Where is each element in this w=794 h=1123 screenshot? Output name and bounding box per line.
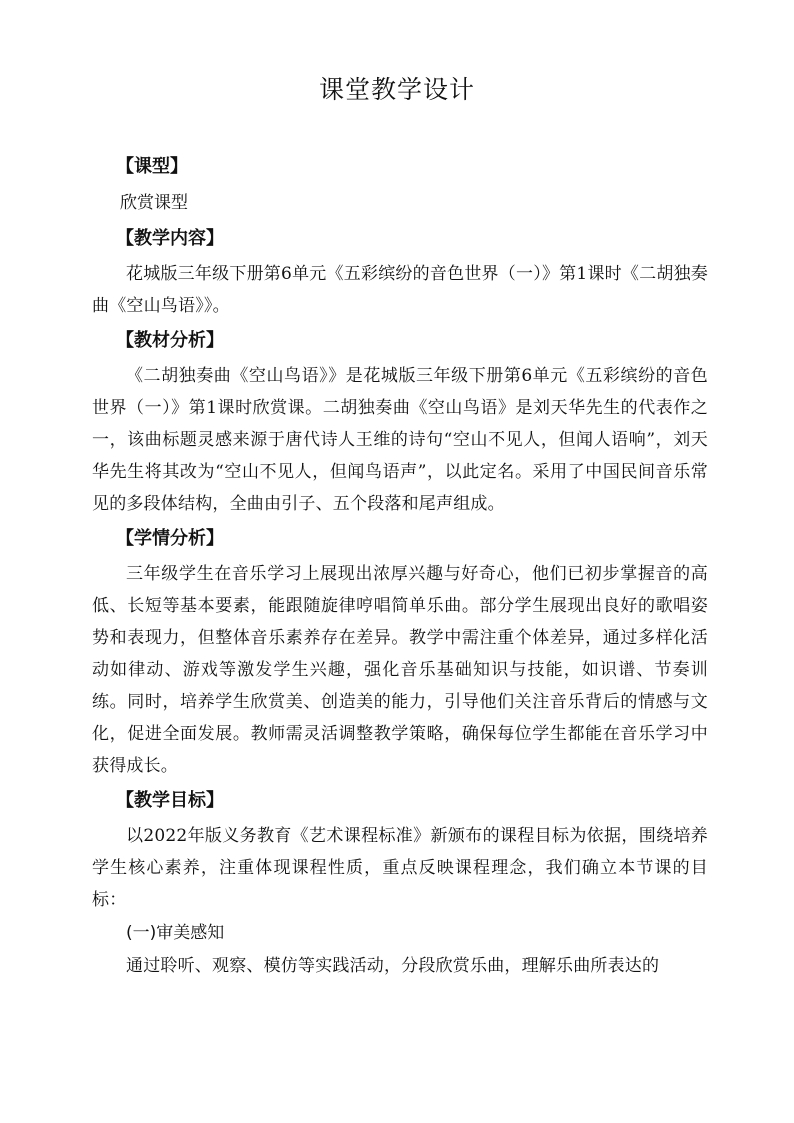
teaching-content-paragraph: 花城版三年级下册第6单元《五彩缤纷的音色世界（一）》第1课时《二胡独奏曲《空山鸟语》》。 [92, 264, 708, 316]
section-heading-course-type: 【课型】 [116, 156, 188, 177]
section-heading-material-analysis: 【教材分析】 [116, 330, 224, 351]
section-heading-teaching-goals: 【教学目标】 [116, 790, 224, 811]
subheading-aesthetic-perception: (一)审美感知 [126, 923, 225, 943]
student-analysis-paragraph: 三年级学生在音乐学习上展现出浓厚兴趣与好奇心，他们已初步掌握音的高低、长短等基本要素，能跟随旋律哼唱简单乐曲。部分学生展现出良好的歌唱姿势和表现力，但整体音乐素养存在差异。教学中需注重个体差异，通过多样化活动如律动、游戏等激发学生兴趣，强化音乐基础知识与技能，如识谱、节奏训练。同时，培养学生欣赏美、创造美的能力，引导他们关注音乐背后的情感与文化，促进全面发展。教师需灵活调整教学策略，确保每位学生都能在音乐学习中获得成长。 [92, 564, 708, 776]
document-body [92, 148, 708, 982]
teaching-goals-paragraph: 以2022年版义务教育《艺术课程标准》新颁布的课程目标为依据，围绕培养学生核心素养，注重体现课程性质，重点反映课程理念，我们确立本节课的目标： [92, 826, 708, 910]
document-title: 课堂教学设计 [318, 75, 475, 104]
aesthetic-perception-paragraph: 通过聆听、观察、模仿等实践活动，分段欣赏乐曲，理解乐曲所表达的 [126, 956, 660, 976]
material-analysis-paragraph: 《二胡独奏曲《空山鸟语》》是花城版三年级下册第6单元《五彩缤纷的音色世界（一）》第1课时欣赏课。二胡独奏曲《空山鸟语》是刘天华先生的代表作之一，该曲标题灵感来源于唐代诗人王维的诗句“空山不见人，但闻人语响”，刘天华先生将其改为“空山不见人，但闻鸟语声”，以此定名。采用了中国民间音乐常见的多段体结构，全曲由引子、五个段落和尾声组成。 [92, 366, 708, 514]
course-type-text: 欣赏课型 [120, 193, 188, 213]
section-heading-student-analysis: 【学情分析】 [116, 528, 224, 549]
section-heading-teaching-content: 【教学内容】 [116, 228, 224, 249]
